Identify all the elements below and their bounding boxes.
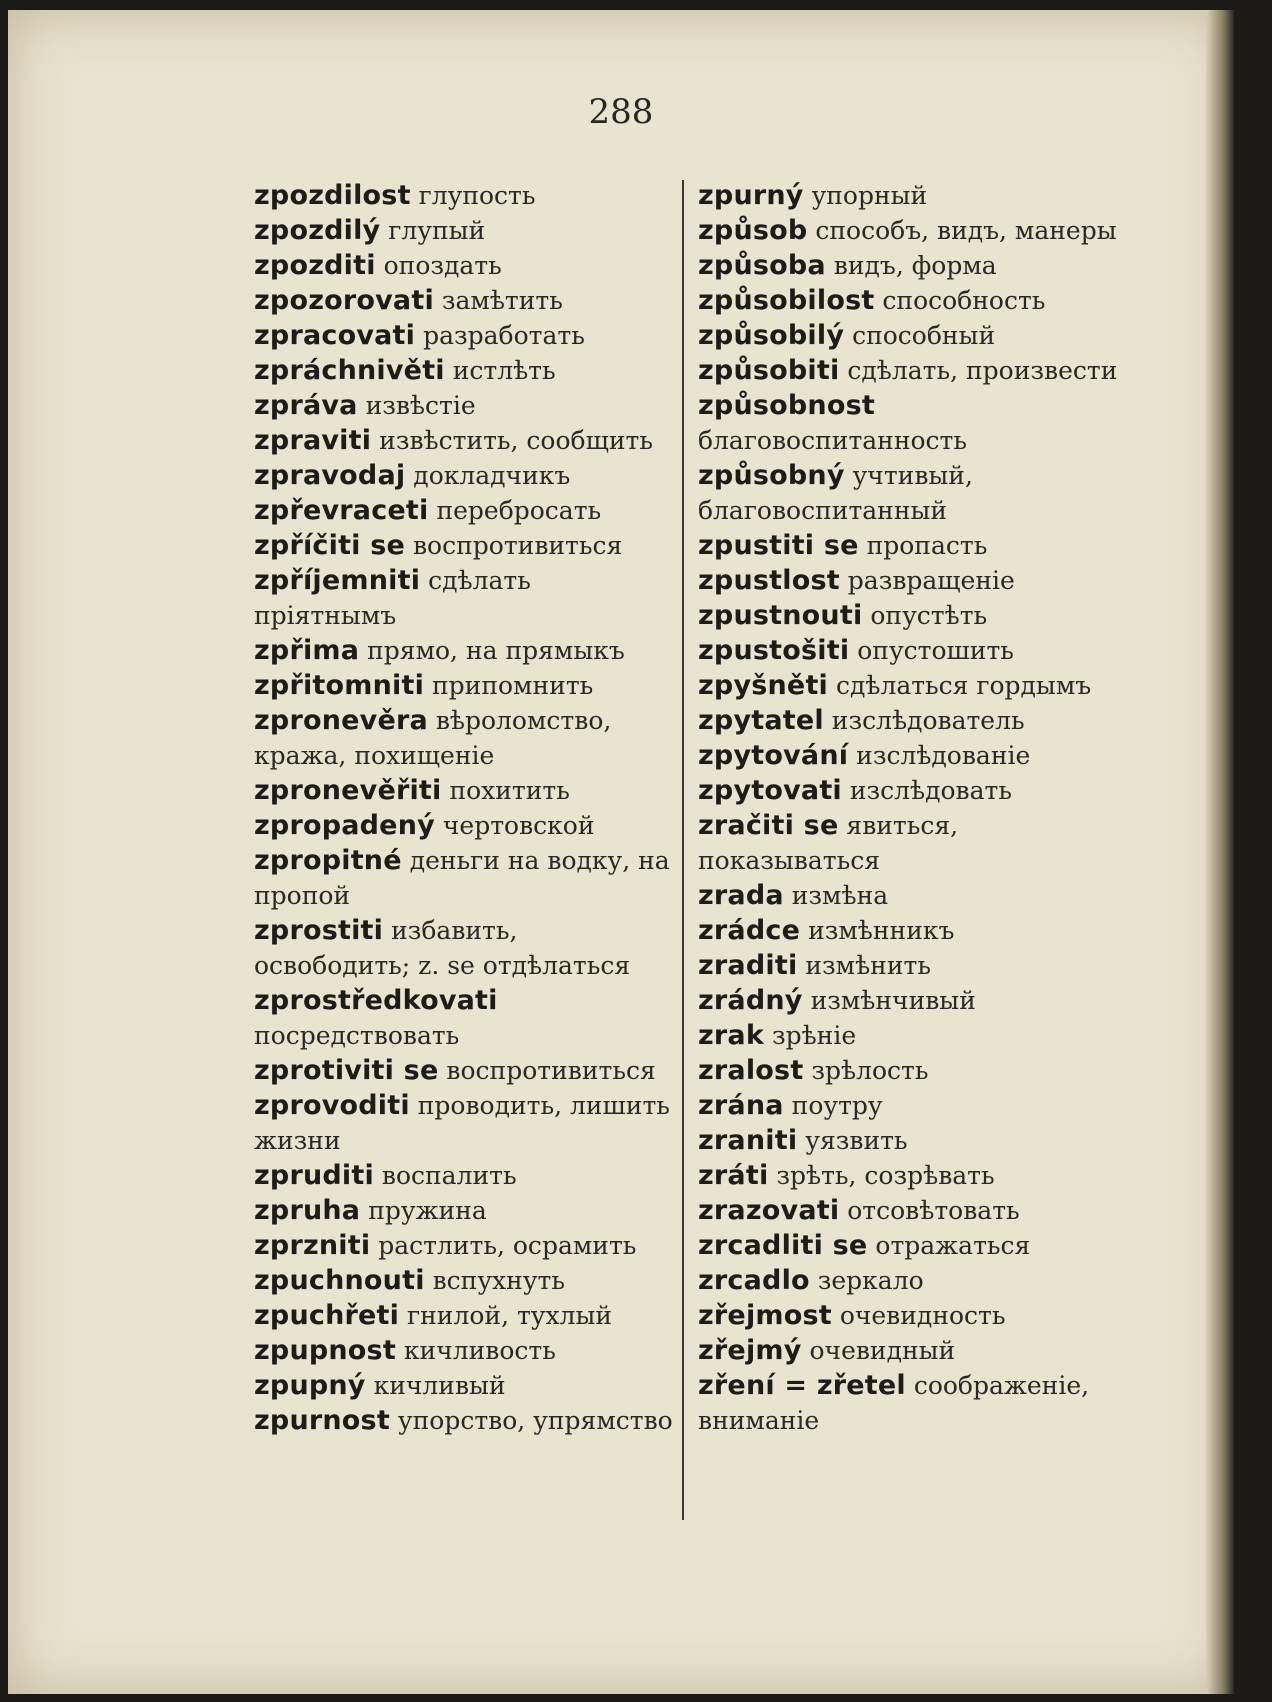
entry-headword: zrak — [698, 1020, 765, 1051]
entry-translation: докладчикъ — [413, 461, 571, 490]
entry-headword: zřejmost — [698, 1300, 832, 1331]
entry-translation: способность — [882, 286, 1046, 315]
dictionary-entry — [698, 353, 1138, 388]
entry-translation: зрѣніе — [771, 1021, 857, 1050]
dictionary-entry — [254, 1053, 674, 1088]
dictionary-entry — [254, 213, 674, 248]
page-edge-shadow — [1206, 10, 1234, 1694]
entry-headword: zpupnost — [254, 1335, 396, 1366]
entry-headword: zpřevraceti — [254, 495, 429, 526]
column-divider — [682, 180, 684, 1520]
entry-headword: zralost — [698, 1055, 804, 1086]
entry-translation: изслѣдователь — [831, 706, 1025, 735]
dictionary-entry — [698, 563, 1138, 598]
dictionary-entry — [254, 388, 674, 423]
dictionary-entry — [254, 458, 674, 493]
entry-headword: zpozorovati — [254, 285, 434, 316]
entry-translation: видъ, форма — [833, 251, 997, 280]
entry-translation: зеркало — [817, 1266, 924, 1295]
entry-headword: zpozditi — [254, 250, 376, 281]
dictionary-entry — [698, 1018, 1138, 1053]
entry-headword: zpuchřeti — [254, 1300, 400, 1331]
entry-headword: zpráva — [254, 390, 358, 421]
dictionary-entry — [698, 878, 1138, 913]
dictionary-entry — [698, 913, 1138, 948]
entry-translation: способный — [852, 321, 996, 350]
dictionary-entry — [698, 248, 1138, 283]
entry-translation: истлѣть — [452, 356, 556, 385]
dictionary-entry — [698, 178, 1138, 213]
dictionary-entry — [698, 1053, 1138, 1088]
entry-headword: zrcadliti se — [698, 1230, 868, 1261]
entry-headword: zpustošiti — [698, 635, 850, 666]
dictionary-entry — [698, 668, 1138, 703]
entry-translation: посредствовать — [254, 1021, 460, 1050]
entry-headword: způsobilý — [698, 320, 845, 351]
entry-translation: учтивый, благовоспитанный — [698, 461, 973, 525]
entry-headword: zpozdilý — [254, 215, 381, 246]
entry-translation: отражаться — [875, 1231, 1031, 1260]
entry-translation: благовоспитанность — [698, 426, 967, 455]
entry-headword: zpravodaj — [254, 460, 406, 491]
entry-translation: сдѣлать, произвести — [847, 356, 1118, 385]
entry-headword: zrcadlo — [698, 1265, 810, 1296]
dictionary-entry — [254, 528, 674, 563]
entry-headword: zpupný — [254, 1370, 366, 1401]
dictionary-entry — [698, 1263, 1138, 1298]
entry-translation: зрѣть, созрѣвать — [776, 1161, 995, 1190]
entry-translation: развращеніе — [847, 566, 1015, 595]
entry-translation: гнилой, тухлый — [407, 1301, 613, 1330]
entry-translation: поутру — [791, 1091, 883, 1120]
entry-headword: zrána — [698, 1090, 784, 1121]
entry-headword: zrazovati — [698, 1195, 840, 1226]
dictionary-entry — [254, 493, 674, 528]
dictionary-entry — [698, 1088, 1138, 1123]
entry-translation: прямо, на прямыкъ — [367, 636, 625, 665]
dictionary-entry — [254, 668, 674, 703]
dictionary-entry — [698, 773, 1138, 808]
dictionary-entry — [254, 283, 674, 318]
entry-translation: пружина — [368, 1196, 487, 1225]
dictionary-entry — [698, 318, 1138, 353]
entry-translation: измѣнить — [805, 951, 931, 980]
entry-translation: сдѣлать пріятнымъ — [254, 566, 531, 630]
entry-headword: zpytatel — [698, 705, 824, 736]
entry-headword: zpronevěra — [254, 705, 428, 736]
dictionary-entry — [254, 913, 674, 983]
entry-translation: очевидность — [839, 1301, 1006, 1330]
entry-headword: zpytovati — [698, 775, 842, 806]
entry-translation: извѣстить, сообщить — [379, 426, 653, 455]
entry-headword: zpráchnivěti — [254, 355, 445, 386]
entry-headword: zpruditi — [254, 1160, 374, 1191]
entry-translation: перебросать — [436, 496, 602, 525]
entry-headword: způsobiti — [698, 355, 840, 386]
entry-headword: zračiti se — [698, 810, 839, 841]
dictionary-entry — [698, 598, 1138, 633]
dictionary-entry — [698, 1228, 1138, 1263]
entry-translation: растлить, осрамить — [378, 1231, 637, 1260]
entry-headword: zrádný — [698, 985, 803, 1016]
entry-headword: zpropitné — [254, 845, 402, 876]
entry-headword: způsobnost — [698, 390, 875, 421]
entry-headword: zpozdilost — [254, 180, 411, 211]
entry-headword: zpustiti se — [698, 530, 859, 561]
entry-translation: глупость — [418, 181, 536, 210]
dictionary-entry — [698, 213, 1138, 248]
entry-translation: изслѣдованіе — [856, 741, 1031, 770]
dictionary-entry — [254, 703, 674, 773]
entry-translation: деньги на водку, на пропой — [254, 846, 670, 910]
entry-headword: způsobný — [698, 460, 845, 491]
entry-translation: соображеніе, вниманіе — [698, 1371, 1090, 1435]
entry-translation: уязвить — [805, 1126, 908, 1155]
dictionary-entry — [698, 1368, 1138, 1438]
dictionary-entry — [254, 178, 674, 213]
entry-translation: вспухнуть — [432, 1266, 565, 1295]
dictionary-entry — [698, 1333, 1138, 1368]
entry-translation: очевидный — [809, 1336, 956, 1365]
entry-headword: zpurný — [698, 180, 804, 211]
entry-translation: явиться, показываться — [698, 811, 959, 875]
left-column — [254, 178, 674, 1438]
entry-headword: zraditi — [698, 950, 798, 981]
entry-headword: zpříjemniti — [254, 565, 421, 596]
entry-translation: воспалить — [381, 1161, 517, 1190]
dictionary-entry — [254, 1193, 674, 1228]
entry-translation: кичливость — [403, 1336, 556, 1365]
entry-translation: извѣстіе — [365, 391, 476, 420]
dictionary-entry — [254, 353, 674, 388]
entry-headword: zraniti — [698, 1125, 798, 1156]
entry-headword: zpustnouti — [698, 600, 863, 631]
entry-translation: способъ, видъ, манеры — [815, 216, 1117, 245]
entry-headword: zprostředkovati — [254, 985, 498, 1016]
dictionary-entry — [254, 1088, 674, 1158]
entry-headword: způsob — [698, 215, 808, 246]
dictionary-entry — [698, 1158, 1138, 1193]
dictionary-entry — [254, 563, 674, 633]
entry-headword: zprovoditi — [254, 1090, 410, 1121]
dictionary-entry — [254, 318, 674, 353]
entry-translation: опоздать — [383, 251, 502, 280]
dictionary-entry — [698, 703, 1138, 738]
dictionary-entry — [698, 983, 1138, 1018]
entry-headword: zření = zřetel — [698, 1370, 906, 1401]
dictionary-entry — [254, 808, 674, 843]
dictionary-entry — [698, 388, 1138, 458]
entry-headword: způsobilost — [698, 285, 875, 316]
entry-headword: zpracovati — [254, 320, 416, 351]
entry-translation: проводить, лишить жизни — [254, 1091, 670, 1155]
dictionary-entry — [254, 843, 674, 913]
dictionary-entry — [698, 948, 1138, 983]
book-page — [8, 10, 1234, 1694]
entry-translation: воспротивиться — [412, 531, 623, 560]
entry-headword: zpřitomniti — [254, 670, 425, 701]
entry-translation: отсовѣтовать — [847, 1196, 1020, 1225]
dictionary-entry — [254, 1228, 674, 1263]
entry-headword: zpytování — [698, 740, 849, 771]
dictionary-entry — [698, 633, 1138, 668]
entry-translation: припомнить — [432, 671, 594, 700]
entry-translation: измѣна — [791, 881, 889, 910]
entry-headword: zprzniti — [254, 1230, 371, 1261]
entry-headword: zpronevěřiti — [254, 775, 442, 806]
entry-headword: zprotiviti se — [254, 1055, 439, 1086]
entry-translation: глупый — [388, 216, 486, 245]
entry-headword: zpurnost — [254, 1405, 390, 1436]
entry-translation: сдѣлаться гордымъ — [835, 671, 1092, 700]
entry-headword: zřejmý — [698, 1335, 802, 1366]
dictionary-entry — [698, 283, 1138, 318]
entry-headword: zpustlost — [698, 565, 840, 596]
entry-headword: zprostiti — [254, 915, 384, 946]
dictionary-entry — [254, 248, 674, 283]
entry-headword: zpříčiti se — [254, 530, 406, 561]
dictionary-entry — [254, 1333, 674, 1368]
page-number: 288 — [588, 92, 654, 132]
entry-headword: zpřima — [254, 635, 360, 666]
entry-translation: измѣнникъ — [808, 916, 955, 945]
entry-headword: způsoba — [698, 250, 826, 281]
entry-translation: опустошить — [857, 636, 1014, 665]
entry-translation: упорство, упрямство — [397, 1406, 673, 1435]
entry-headword: zpruha — [254, 1195, 361, 1226]
dictionary-entry — [698, 808, 1138, 878]
dictionary-entry — [254, 983, 674, 1053]
entry-translation: похитить — [449, 776, 570, 805]
entry-headword: zpraviti — [254, 425, 372, 456]
dictionary-entry — [254, 1403, 674, 1438]
entry-translation: упорный — [811, 181, 928, 210]
dictionary-entry — [698, 1123, 1138, 1158]
entry-headword: zrádce — [698, 915, 801, 946]
dictionary-entry — [254, 1298, 674, 1333]
entry-translation: зрѣлость — [811, 1056, 929, 1085]
entry-translation: изслѣдовать — [849, 776, 1012, 805]
entry-translation: замѣтить — [441, 286, 563, 315]
dictionary-entry — [254, 423, 674, 458]
entry-translation: воспротивиться — [446, 1056, 656, 1085]
entry-headword: zráti — [698, 1160, 769, 1191]
dictionary-entry — [698, 1298, 1138, 1333]
entry-headword: zpropadený — [254, 810, 435, 841]
dictionary-entry — [254, 633, 674, 668]
dictionary-entry — [698, 738, 1138, 773]
dictionary-entry — [698, 1193, 1138, 1228]
entry-translation: разработать — [423, 321, 585, 350]
right-column — [698, 178, 1138, 1438]
dictionary-entry — [254, 1368, 674, 1403]
entry-headword: zpyšněti — [698, 670, 829, 701]
dictionary-entry — [254, 1158, 674, 1193]
entry-translation: избавить, освободить; z. se отдѣлаться — [254, 916, 631, 980]
entry-headword: zpuchnouti — [254, 1265, 425, 1296]
dictionary-entry — [698, 528, 1138, 563]
entry-headword: zrada — [698, 880, 784, 911]
dictionary-entry — [254, 773, 674, 808]
entry-translation: опустѣть — [870, 601, 988, 630]
entry-translation: кичливый — [373, 1371, 506, 1400]
dictionary-entry — [698, 458, 1138, 528]
entry-translation: пропасть — [866, 531, 988, 560]
dictionary-entry — [254, 1263, 674, 1298]
entry-translation: вѣроломство, кража, похищеніе — [254, 706, 612, 770]
entry-translation: измѣнчивый — [810, 986, 976, 1015]
entry-translation: чертовской — [442, 811, 595, 840]
